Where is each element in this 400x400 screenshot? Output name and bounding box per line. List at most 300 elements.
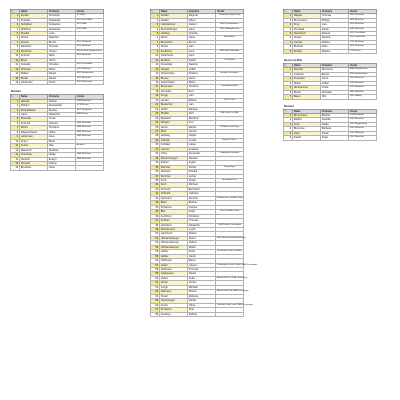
surname-cell: Nägele <box>293 14 321 18</box>
row-number: 13 <box>11 67 20 71</box>
firstname-cell: Ingrid <box>188 227 216 231</box>
firstname-cell: Jens <box>188 54 216 58</box>
club-cell: SSV München <box>76 45 104 49</box>
row-number: 8 <box>11 130 20 134</box>
table-row <box>284 68 377 72</box>
row-number: 4 <box>284 81 293 85</box>
firstname-cell: Stefan <box>188 165 216 169</box>
surname-cell: Schmidt <box>160 192 188 196</box>
firstname-cell: Monika <box>188 170 216 174</box>
club-cell: GSV München <box>349 136 377 140</box>
surname-cell: Dreiber <box>293 49 321 53</box>
club-cell: Aichach <box>76 144 104 148</box>
club-cell: SSG Saarbrücken <box>349 72 377 76</box>
firstname-cell: Claudia <box>321 118 349 122</box>
firstname-cell: Jana <box>48 135 76 139</box>
firstname-cell: Sebastian <box>48 27 76 31</box>
firstname-cell: Manfred <box>188 116 216 120</box>
surname-cell: Fredberm <box>160 49 188 53</box>
firstname-cell: Nadja <box>48 153 76 157</box>
row-number: 13 <box>11 153 20 157</box>
row-number: 62 <box>151 285 160 289</box>
firstname-cell: Barbara <box>321 127 349 131</box>
corner-diagonal-icon <box>10 9 14 13</box>
row-number: 4 <box>11 27 20 31</box>
row-number: 12 <box>11 63 20 67</box>
firstname-cell: Thomas <box>188 219 216 223</box>
surname-cell: Wenzler <box>293 68 321 72</box>
row-number: 1 <box>284 113 293 117</box>
surname-cell: Steinhuis <box>20 49 48 53</box>
row-number: 7 <box>11 40 20 44</box>
surname-cell: Krug <box>293 23 321 27</box>
row-number: 10 <box>11 139 20 143</box>
surname-cell: Fuhrer <box>20 144 48 148</box>
row-number: 1 <box>284 14 293 18</box>
club-cell: Chiemgauer Deaf Power GSA Triceratops <box>216 263 258 266</box>
surname-cell: Krugg <box>160 94 188 98</box>
header-cell: Name <box>293 64 321 68</box>
club-cell: die wilden Drei <box>216 178 244 182</box>
surname-cell: Hahler <box>160 254 188 258</box>
surname-cell: Gehorhaber <box>160 81 188 85</box>
surname-cell: Biehl <box>160 201 188 205</box>
row-number: 1 <box>284 68 293 72</box>
table-row <box>11 166 104 170</box>
firstname-cell: Roberta <box>188 294 216 298</box>
firstname-cell: Kurt <box>188 121 216 125</box>
row-number: 16 <box>151 81 160 85</box>
firstname-cell: Martin <box>188 58 216 62</box>
list-table-wrap <box>283 63 377 99</box>
firstname-cell: Gerrit <box>321 77 349 81</box>
firstname-cell: Thomas <box>48 45 76 49</box>
row-number: 30 <box>151 143 160 147</box>
firstname-cell: Sabine <box>48 99 76 103</box>
surname-cell: Orthold <box>160 138 188 142</box>
club-cell: Frankfurter Mixed Trio <box>216 14 244 18</box>
club-cell <box>216 312 244 316</box>
corner-diagonal-icon <box>283 63 287 67</box>
surname-cell: Straub <box>293 36 321 40</box>
row-number: 3 <box>284 122 293 126</box>
row-number: 56 <box>151 259 160 263</box>
firstname-cell: Niels <box>48 54 76 58</box>
table-row <box>11 45 104 49</box>
firstname-cell: Sebastian <box>48 23 76 27</box>
row-number: 58 <box>151 268 160 272</box>
firstname-cell: Andreas <box>188 147 216 151</box>
corner-diagonal-icon <box>150 9 154 13</box>
row-number: 1 <box>11 99 20 103</box>
club-cell: Young Boys <box>216 165 244 169</box>
surname-cell: Heuer <box>160 125 188 129</box>
surname-cell: Drasdorfsky <box>160 72 188 76</box>
club-cell: GBF München <box>76 157 104 161</box>
firstname-cell: Nadja <box>321 122 349 126</box>
row-number: 1 <box>11 14 20 18</box>
column-left <box>10 4 104 175</box>
header-cell: Verein <box>349 109 377 113</box>
surname-cell: Schmitt <box>20 54 48 58</box>
row-number: 2 <box>11 18 20 22</box>
firstname-cell: Lothar <box>188 174 216 178</box>
row-number: 5 <box>284 32 293 36</box>
surname-cell: Kreh <box>160 183 188 187</box>
surname-cell: Aschhorn <box>160 214 188 218</box>
firstname-cell: Lars <box>188 94 216 98</box>
surname-cell: Jaumeler <box>160 89 188 93</box>
firstname-cell: Christine <box>48 126 76 130</box>
row-number: 60 <box>151 276 160 280</box>
firstname-cell: Jonas <box>321 27 349 31</box>
table-row <box>11 18 104 22</box>
firstname-cell: Gertrud <box>48 121 76 125</box>
club-cell: LGC Nürnberg <box>349 40 377 44</box>
firstname-cell: Jana <box>188 27 216 31</box>
firstname-cell: Hubert <box>188 23 216 27</box>
firstname-cell: Claudia <box>188 32 216 36</box>
row-number: 42 <box>151 196 160 200</box>
firstname-cell: Frank <box>321 86 349 90</box>
surname-cell: Mauerich <box>20 148 48 152</box>
firstname-cell: Lukas <box>188 143 216 147</box>
surname-cell: Ziehler <box>160 161 188 165</box>
row-number: 9 <box>151 49 160 53</box>
firstname-cell: Ludo <box>48 32 76 36</box>
surname-cell: Hoffmann <box>160 259 188 263</box>
club-cell: SSC Bundeshain <box>76 72 104 76</box>
firstname-cell: Dagmar <box>188 14 216 18</box>
surname-cell: Dorfel <box>160 45 188 49</box>
row-number: 8 <box>11 45 20 49</box>
firstname-cell: Petra <box>188 250 216 254</box>
club-cell: Mixed Gold Trio GSA Triceratops <box>216 290 249 293</box>
firstname-cell: Anita <box>188 276 216 280</box>
row-number: 53 <box>151 245 160 249</box>
surname-cell: Dechner <box>160 174 188 178</box>
surname-cell: Grau <box>293 131 321 135</box>
firstname-cell: Philipp <box>321 18 349 22</box>
surname-cell: Hubbi <box>160 107 188 111</box>
club-cell: BMB Saarbrücken <box>349 68 377 72</box>
surname-cell: Möhlert <box>20 104 48 108</box>
surname-cell: Bonschuh <box>160 40 188 44</box>
club-cell: SSV München <box>76 67 104 71</box>
surname-cell: Huber <box>160 263 188 267</box>
row-number: 8 <box>151 45 160 49</box>
surname-cell: Hentschel <box>20 81 48 85</box>
surname-cell: Holberg <box>160 32 188 36</box>
row-number: 49 <box>151 227 160 231</box>
row-number: 48 <box>151 223 160 227</box>
row-number: 47 <box>151 219 160 223</box>
surname-cell: Hambusiger <box>160 299 188 303</box>
surname-cell: Beckerhof <box>160 103 188 107</box>
header-cell: Name <box>293 109 321 113</box>
surname-cell: Fuchs <box>160 303 188 307</box>
row-number: 18 <box>151 89 160 93</box>
header-cell: Vorname <box>188 10 216 14</box>
club-cell: GBF München Hellmesberger <box>216 236 246 239</box>
firstname-cell: Gudas <box>188 138 216 142</box>
row-number: 10 <box>11 54 20 58</box>
surname-cell: Walker <box>20 72 48 76</box>
firstname-cell: Thomas <box>188 268 216 272</box>
surname-cell: Paulnier <box>20 162 48 166</box>
firstname-cell: Markus <box>321 40 349 44</box>
surname-cell: Fiedler <box>160 18 188 22</box>
row-number: 23 <box>151 112 160 116</box>
firstname-cell: Sina <box>188 308 216 312</box>
firstname-cell: Sebastian <box>48 18 76 22</box>
surname-cell: Ullmannsberger <box>160 241 188 245</box>
row-number: 39 <box>151 183 160 187</box>
surname-cell: Kessling <box>160 312 188 316</box>
header-cell: Vorname <box>48 95 76 99</box>
firstname-cell: Christian <box>48 63 76 67</box>
club-cell: SSV München <box>76 54 104 58</box>
surname-cell: Fresko <box>20 14 48 18</box>
header-cell: Verein <box>349 10 377 14</box>
firstname-cell: Volker <box>321 81 349 85</box>
club-cell: Deathlieberwood <box>216 85 244 89</box>
surname-cell: Raidini <box>293 118 321 122</box>
row-number: 12 <box>151 63 160 67</box>
row-number: 16 <box>11 166 20 170</box>
club-cell: Schlehmuer Triathlon Team <box>216 196 244 199</box>
club-cell: SSV München <box>349 23 377 27</box>
row-number: 40 <box>151 187 160 191</box>
surname-cell: Osterhentz <box>160 54 188 58</box>
club-cell: SSV Chemnitz <box>76 40 104 44</box>
firstname-cell: Katja <box>321 136 349 140</box>
row-number: 3 <box>151 23 160 27</box>
row-number: 3 <box>284 23 293 27</box>
club-cell: GSV München <box>349 77 377 81</box>
surname-cell: Bräull <box>293 90 321 94</box>
surname-cell: Stuart <box>160 294 188 298</box>
firstname-cell: Michael <box>188 285 216 289</box>
surname-cell: Weigert <box>160 121 188 125</box>
row-number: 1 <box>151 14 160 18</box>
row-number: 14 <box>11 157 20 161</box>
row-number: 3 <box>11 108 20 112</box>
firstname-cell: Lars <box>188 45 216 49</box>
row-number: 5 <box>284 86 293 90</box>
surname-cell: Bechelsberger <box>160 27 188 31</box>
firstname-cell: Markus <box>321 49 349 53</box>
row-number: 2 <box>151 18 160 22</box>
firstname-cell: Raphael <box>48 36 76 40</box>
surname-cell: Gotsaby <box>20 63 48 67</box>
surname-cell: Moeller <box>20 32 48 36</box>
surname-cell: Schmidt <box>20 121 48 125</box>
row-number: 2 <box>284 118 293 122</box>
club-cell: SSV Düsseldorf <box>76 18 104 22</box>
firstname-cell: Heinz <box>188 76 216 80</box>
surname-cell: Kneuelstr <box>293 77 321 81</box>
club-cell: GBF München <box>76 130 104 134</box>
row-number: 3 <box>284 77 293 81</box>
club-cell: SSV Wuppertal <box>76 108 104 112</box>
firstname-cell: Sabine <box>48 162 76 166</box>
surname-cell: Boulin <box>20 76 48 80</box>
row-number: 19 <box>151 94 160 98</box>
surname-cell: Dietfner <box>160 58 188 62</box>
firstname-cell: Alexander <box>188 152 216 156</box>
firstname-cell: Stefanie <box>48 148 76 152</box>
club-cell: SSV Halle <box>76 23 104 27</box>
surname-cell: Gotteuer <box>293 72 321 76</box>
firstname-cell: Marion <box>188 98 216 102</box>
surname-cell: Dalmann <box>160 290 188 294</box>
row-number: 57 <box>151 263 160 267</box>
header-cell: Vorname <box>321 64 349 68</box>
club-cell: GSV Idlberg <box>349 95 377 99</box>
surname-cell: Laber <box>20 113 48 117</box>
row-number: 4 <box>284 27 293 31</box>
club-cell: GBF Wuff Saalfelder <box>216 49 244 53</box>
surname-cell: Pfeiffer <box>160 112 188 116</box>
list-table-wrap <box>283 109 377 141</box>
row-number: 51 <box>151 236 160 240</box>
row-number: 65 <box>151 299 160 303</box>
surname-cell: Myhnanh <box>160 196 188 200</box>
header-cell: Name <box>20 10 48 14</box>
row-number: 37 <box>151 174 160 178</box>
surname-cell: Pinnhard <box>293 27 321 31</box>
row-number: 6 <box>11 36 20 40</box>
firstname-cell: Daniel <box>188 125 216 129</box>
surname-cell: Pinkerton <box>160 205 188 209</box>
surname-cell: Weender <box>20 117 48 121</box>
firstname-cell: Britta <box>48 139 76 143</box>
club-cell: SSV Halle <box>76 27 104 31</box>
column-middle <box>150 4 258 321</box>
row-number: 9 <box>284 49 293 53</box>
table-row <box>151 85 244 89</box>
firstname-cell: Volker <box>188 67 216 71</box>
surname-cell: Bergmann <box>160 85 188 89</box>
club-cell: GBF München <box>76 126 104 130</box>
club-cell: Berliner Schnapse <box>216 72 244 76</box>
header-cell: Name <box>20 95 48 99</box>
firstname-cell: Alke <box>48 144 76 148</box>
row-number: 20 <box>151 98 160 102</box>
participant-table <box>10 9 104 85</box>
firstname-cell: Daniel <box>188 299 216 303</box>
firstname-cell: Jakob <box>188 254 216 258</box>
header-cell: Verein <box>349 64 377 68</box>
row-number: 11 <box>151 58 160 62</box>
club-cell: Fox & Deaf <box>216 98 244 102</box>
row-number: 31 <box>151 147 160 151</box>
row-number: 3 <box>11 23 20 27</box>
club-cell: SSV Düsseldorf <box>349 32 377 36</box>
club-cell: GSV München <box>349 131 377 135</box>
club-cell: David Boss <box>216 36 244 40</box>
surname-cell: Orbis <box>160 152 188 156</box>
header-cell: Name <box>293 10 321 14</box>
firstname-cell: Gesa <box>188 36 216 40</box>
row-number: 17 <box>151 85 160 89</box>
surname-cell: Kreh <box>160 178 188 182</box>
row-number: 61 <box>151 281 160 285</box>
surname-cell: Schüler <box>160 219 188 223</box>
row-number: 22 <box>151 107 160 111</box>
participant-table <box>283 63 377 99</box>
row-number: 21 <box>151 103 160 107</box>
row-number: 29 <box>151 138 160 142</box>
firstname-cell: Ingrid <box>188 161 216 165</box>
header-cell: Vorname <box>321 109 349 113</box>
row-number: 32 <box>151 152 160 156</box>
row-number: 7 <box>11 126 20 130</box>
club-cell: Berufs Boom Berghausen <box>76 49 102 52</box>
firstname-cell: Natascha <box>188 223 216 227</box>
list-table-wrap <box>150 9 258 317</box>
row-number: 11 <box>11 58 20 62</box>
surname-cell: Despatbauer <box>20 108 48 112</box>
row-number: 5 <box>11 32 20 36</box>
row-number: 45 <box>151 210 160 214</box>
club-cell: DTM Frankfurt <box>349 113 377 117</box>
row-number: 15 <box>11 162 20 166</box>
firstname-cell: Bernd <box>188 40 216 44</box>
row-number: 68 <box>151 312 160 316</box>
row-number: 8 <box>284 45 293 49</box>
row-number: 15 <box>11 76 20 80</box>
club-cell: DTB Essen <box>349 49 377 53</box>
row-number: 6 <box>284 36 293 40</box>
firstname-cell: Daniel <box>48 76 76 80</box>
club-cell: SSBV Halle Triceratops <box>216 223 244 227</box>
surname-cell: Huber <box>160 276 188 280</box>
participant-table <box>10 94 104 170</box>
firstname-cell: Marion <box>188 290 216 294</box>
firstname-cell: Gabriele <box>188 192 216 196</box>
row-number: 26 <box>151 125 160 129</box>
row-number: 24 <box>151 116 160 120</box>
surname-cell: Voentimer <box>20 153 48 157</box>
surname-cell: Rasberer <box>20 45 48 49</box>
club-cell: Bavaria Power <box>216 138 244 142</box>
table-row <box>151 223 244 227</box>
firstname-cell: Jürgen <box>48 49 76 53</box>
surname-cell: Adalgauser <box>160 272 188 276</box>
row-number: 6 <box>284 90 293 94</box>
participant-table <box>283 109 377 141</box>
table-row <box>284 49 377 53</box>
surname-cell: Hoegel <box>160 67 188 71</box>
participant-table <box>283 9 377 54</box>
row-number: 4 <box>284 127 293 131</box>
surname-cell: Kleiner <box>20 40 48 44</box>
surname-cell: Daganmhaner <box>20 130 48 134</box>
club-cell: Oldenpfalz Stormies <box>216 152 244 156</box>
surname-cell: Lautner <box>160 147 188 151</box>
table-row <box>151 72 244 76</box>
surname-cell: Breedner <box>20 166 48 170</box>
row-number: 67 <box>151 308 160 312</box>
row-number: 50 <box>151 232 160 236</box>
table-row <box>11 126 104 130</box>
row-number: 54 <box>151 250 160 254</box>
section-title: Damen <box>284 103 295 108</box>
row-number: 36 <box>151 170 160 174</box>
header-cell: Name <box>160 10 188 14</box>
